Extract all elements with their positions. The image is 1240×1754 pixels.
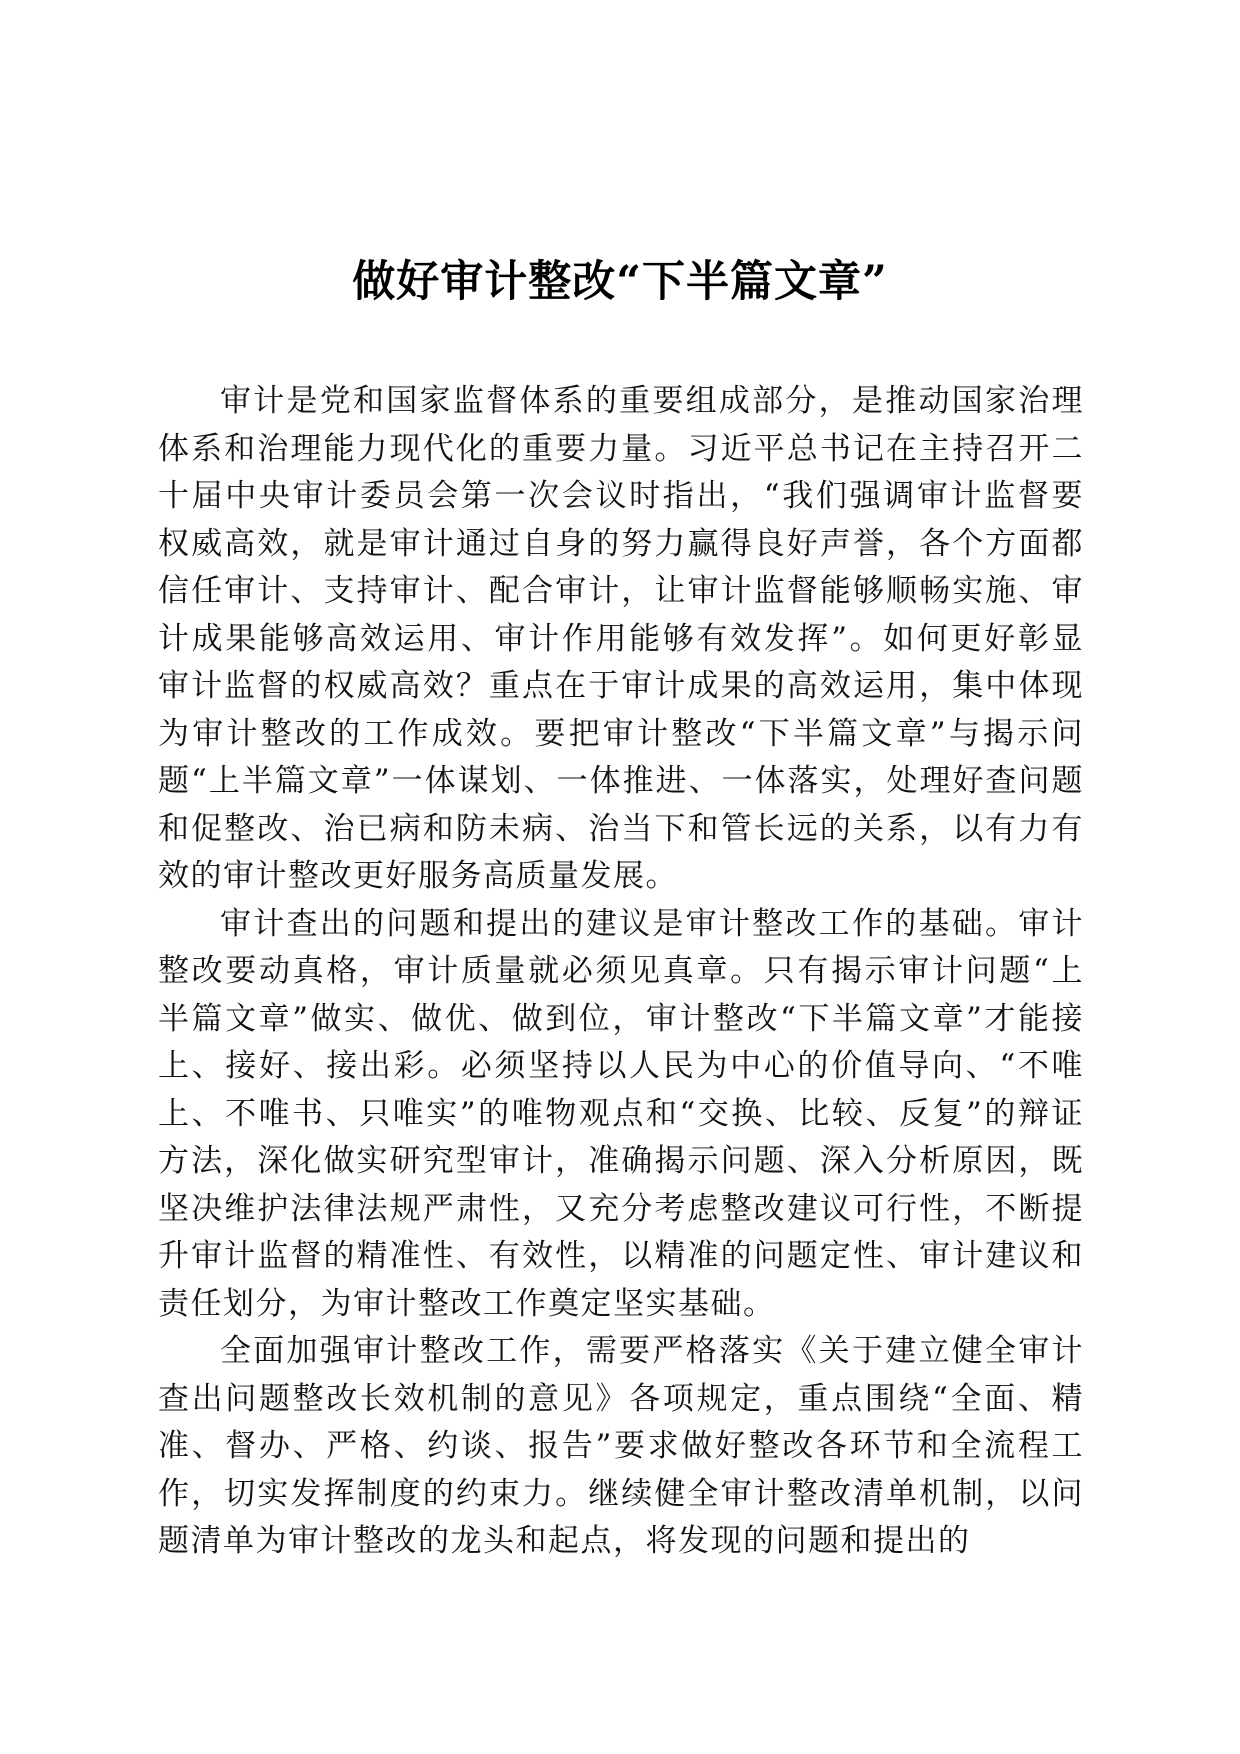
paragraph-2: 审计查出的问题和提出的建议是审计整改工作的基础。审计整改要动真格，审计质量就必须见真章。只有揭示审计问题“上半篇文章”做实、做优、做到位，审计整改“下半篇文章”才能接上、接好、接出彩。必须坚持以人民为中心的价值导向、“不唯上、不唯书、只唯实”的唯物观点和“交换、比较、反复”的辩证方法，深化做实研究型审计，准确揭示问题、深入分析原因，既坚决维护法律法规严肃性，又充分考虑整改建议可行性，不断提升审计监督的精准性、有效性，以精准的问题定性、审计建议和责任划分，为审计整改工作奠定坚实基础。 [158,905,1084,1322]
document-title: 做好审计整改“下半篇文章” [352,257,888,307]
document-body [158,378,1084,1566]
paragraph-1: 审计是党和国家监督体系的重要组成部分，是推动国家治理体系和治理能力现代化的重要力量。习近平总书记在主持召开二十届中央审计委员会第一次会议时指出，“我们强调审计监督要权威高效，就是审计通过自身的努力赢得良好声誉，各个方面都信任审计、支持审计、配合审计，让审计监督能够顺畅实施、审计成果能够高效运用、审计作用能够有效发挥”。如何更好彰显审计监督的权威高效？重点在于审计成果的高效运用，集中体现为审计整改的工作成效。要把审计整改“下半篇文章”与揭示问题“上半篇文章”一体谋划、一体推进、一体落实，处理好查问题和促整改、治已病和防未病、治当下和管长远的关系，以有力有效的审计整改更好服务高质量发展。 [158,383,1084,894]
paragraph-3: 全面加强审计整改工作，需要严格落实《关于建立健全审计查出问题整改长效机制的意见》各项规定，重点围绕“全面、精准、督办、严格、约谈、报告”要求做好整改各环节和全流程工作，切实发挥制度的约束力。继续健全审计整改清单机制，以问题清单为审计整改的龙头和起点，将发现的问题和提出的 [158,1333,1084,1559]
